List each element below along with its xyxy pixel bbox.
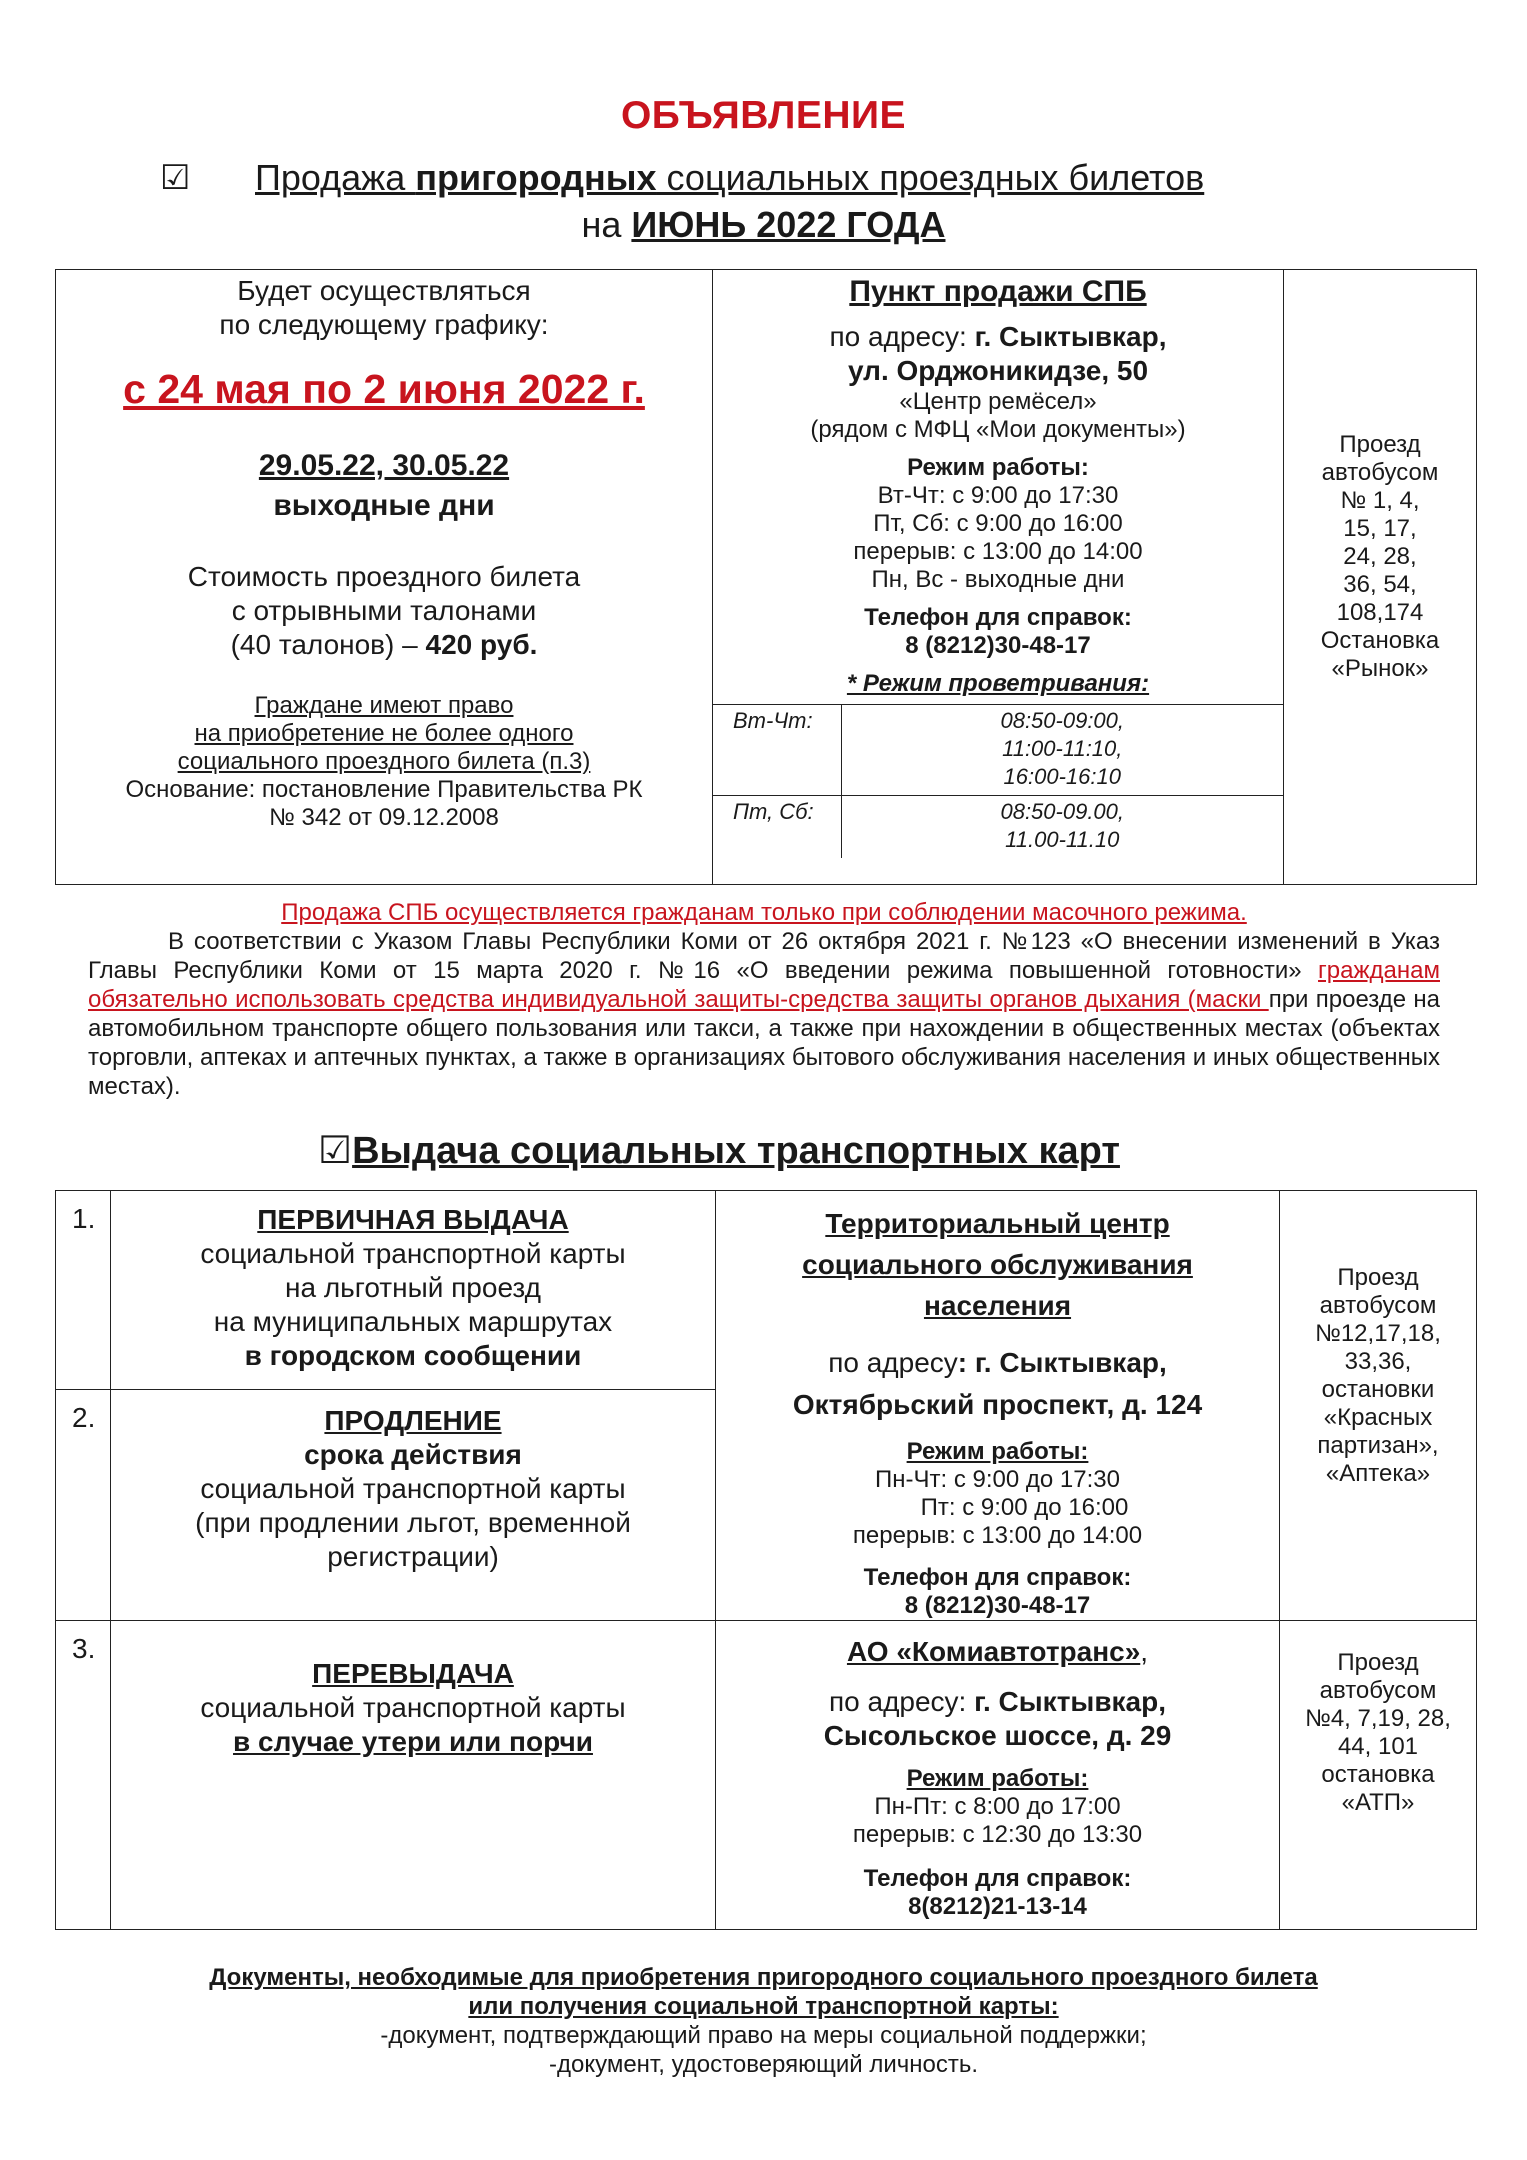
- center-hours-line: Пт: с 9:00 до 16:00: [920, 1494, 1129, 1521]
- price-line-1: Стоимость проездного билета: [187, 561, 581, 592]
- ventilation-times: [841, 705, 1283, 796]
- schedule-intro-1: Будет осуществляться: [237, 275, 531, 306]
- spb-sale-table: [55, 269, 1477, 885]
- first-issue-title: ПЕРВИЧНАЯ ВЫДАЧА: [257, 1204, 569, 1235]
- first-issue-line: на муниципальных маршрутах: [213, 1306, 613, 1337]
- ventilation-days: Пт, Сб:: [713, 796, 841, 859]
- hours-title: Режим работы:: [907, 454, 1089, 481]
- bus-line: автобусом: [1319, 1677, 1437, 1704]
- document-item: -документ, удостоверяющий личность.: [548, 2051, 979, 2078]
- hours-line-1: Вт-Чт: с 9:00 до 17:30: [877, 482, 1119, 509]
- ao-title: [716, 1635, 1279, 1669]
- transport-cards-table: [55, 1190, 1477, 1930]
- extension-cell: [111, 1389, 716, 1620]
- reissue-line: в случае утери или порчи: [233, 1726, 593, 1757]
- price-line-3: [56, 628, 712, 662]
- center-addr-city: : г. Сыктывкар,: [957, 1347, 1167, 1378]
- reissue-title: ПЕРЕВЫДАЧА: [312, 1658, 514, 1689]
- ventilation-row: [713, 796, 1283, 859]
- ao-addr-pre: по адресу:: [828, 1686, 975, 1717]
- subtitle-pre: Продажа: [255, 157, 416, 198]
- social-center-cell: [716, 1191, 1280, 1621]
- center-title-line: населения: [923, 1290, 1072, 1321]
- price-pre: (40 талонов) –: [230, 629, 426, 660]
- row-number: 3.: [56, 1621, 111, 1930]
- row-number: 1.: [56, 1191, 111, 1390]
- subtitle2-pre: на: [581, 204, 632, 245]
- bus-line: остановки: [1321, 1375, 1435, 1403]
- ventilation-times: [841, 796, 1283, 859]
- ao-address-city: [716, 1685, 1279, 1719]
- table-row: [56, 1621, 1477, 1930]
- row-number: 2.: [56, 1389, 111, 1620]
- bus-line: «АТП»: [1341, 1789, 1415, 1816]
- bus-line: 33,36,: [1344, 1347, 1412, 1375]
- bus-line: 24, 28,: [1343, 543, 1417, 570]
- checkbox-icon: ☑: [160, 159, 191, 197]
- mask-notice: [88, 898, 1440, 1101]
- documents-title-2: или получения социальной транспортной карты:: [468, 1993, 1059, 2020]
- ventilation-table: [713, 704, 1283, 858]
- hours-line-4: Пн, Вс - выходные дни: [871, 566, 1125, 593]
- bus-line: остановка: [1321, 1761, 1435, 1788]
- documents-title-1: Документы, необходимые для приобретения пригородного социального проездного билета: [209, 1964, 1318, 1991]
- subtitle-bold: пригородных: [415, 157, 657, 198]
- ao-addr-city: г. Сыктывкар,: [974, 1686, 1166, 1717]
- document-item: -документ, подтверждающий право на меры социальной поддержки;: [380, 2022, 1147, 2049]
- ao-hours-line: перерыв: с 12:30 до 13:30: [852, 1821, 1143, 1848]
- center-addr-pre: по адресу: [828, 1347, 958, 1378]
- bus-line: Проезд: [1337, 1649, 1419, 1676]
- komiavtotrans-cell: [716, 1621, 1280, 1930]
- sale-point-place: «Центр ремёсел»: [899, 388, 1097, 415]
- sale-point-cell: [713, 270, 1284, 885]
- extension-line: (при продлении льгот, временной: [195, 1506, 631, 1538]
- mask-notice-body: [88, 927, 1440, 1101]
- bus-line: автобусом: [1321, 459, 1439, 486]
- addr-pre: по адресу:: [829, 321, 975, 352]
- schedule-intro-2: по следующему графику:: [219, 309, 549, 340]
- hours-line-3: перерыв: с 13:00 до 14:00: [853, 538, 1143, 565]
- addr-city: г. Сыктывкар,: [974, 321, 1167, 352]
- rights-line-2: на приобретение не более одного: [194, 720, 574, 747]
- subtitle-post: социальных проездных билетов: [656, 157, 1205, 198]
- extension-line: регистрации): [327, 1540, 499, 1572]
- mask-notice-text-2: при проезде на автомобильном транспорте общего пользования или такси, а также при нахождении в общественных местах (объектах торговли, аптеках и аптечных пунктах, а также в организациях бытового обслуживания населения и иных общественных местах).: [88, 986, 1440, 1100]
- ao-title-comma: ,: [1140, 1636, 1149, 1667]
- bus-line: «Аптека»: [1325, 1459, 1431, 1487]
- ao-phone-title: Телефон для справок:: [863, 1865, 1132, 1892]
- sale-point-address-city: [713, 320, 1283, 354]
- ao-title-text: АО «Комиавтотранс»: [846, 1636, 1141, 1667]
- bus-line: 15, 17,: [1343, 515, 1417, 542]
- mask-notice-text-1: В соответствии с Указом Главы Республики Коми от 26 октября 2021 г. №123 «О внесении изменений в Указ Главы Республики Коми от 15 марта 2020 г. №16 «О введении режима повышенной готовности»: [88, 928, 1440, 984]
- extension-line: социальной транспортной карты: [200, 1472, 626, 1504]
- bus-line: Проезд: [1337, 1263, 1419, 1291]
- ventilation-time: 11.00-11.10: [1005, 827, 1120, 852]
- ventilation-title: * Режим проветривания:: [846, 670, 1150, 697]
- price-value: 420 руб.: [425, 629, 538, 660]
- bus-line: партизан»,: [1317, 1431, 1439, 1459]
- bus-line: 108,174: [1336, 599, 1424, 626]
- reissue-line: социальной транспортной карты: [200, 1692, 626, 1723]
- extension-title: ПРОДЛЕНИЕ: [324, 1404, 502, 1436]
- bus-line: автобусом: [1319, 1291, 1437, 1319]
- basis-line-1: Основание: постановление Правительства РК: [125, 776, 643, 803]
- phone-title: Телефон для справок:: [864, 604, 1132, 631]
- first-issue-line: социальной транспортной карты: [200, 1238, 626, 1269]
- extension-line: срока действия: [304, 1438, 522, 1470]
- ao-hours-line: Пн-Пт: с 8:00 до 17:00: [874, 1793, 1121, 1820]
- table-row: [56, 1191, 1477, 1390]
- hours-line-2: Пт, Сб: с 9:00 до 16:00: [873, 510, 1123, 537]
- sale-point-title: Пункт продажи СПБ: [849, 275, 1147, 308]
- required-documents: [0, 1963, 1527, 2079]
- bus-line: 44, 101: [1337, 1733, 1419, 1760]
- section-2-title: [318, 1128, 1278, 1173]
- ao-bus-cell: [1280, 1621, 1477, 1930]
- rights-line-3: социального проездного билета (п.3): [177, 748, 591, 775]
- mask-notice-red-line: Продажа СПБ осуществляется гражданам только при соблюдении масочного режима.: [281, 899, 1247, 926]
- sale-period: с 24 мая по 2 июня 2022 г.: [123, 366, 645, 412]
- bus-line: № 1, 4,: [1340, 487, 1420, 514]
- bus-line: Остановка: [1320, 627, 1440, 654]
- center-hours-line: перерыв: с 13:00 до 14:00: [852, 1522, 1143, 1549]
- center-hours-title: Режим работы:: [906, 1438, 1089, 1465]
- ventilation-time: 08:50-09.00,: [1000, 799, 1125, 824]
- first-issue-line: в городском сообщении: [244, 1340, 582, 1371]
- ventilation-row: [713, 705, 1283, 796]
- section-2-title-text: Выдача социальных транспортных карт: [352, 1130, 1120, 1172]
- center-address-city: [716, 1342, 1279, 1384]
- bus-line: №12,17,18,: [1315, 1319, 1441, 1347]
- page-title: ОБЪЯВЛЕНИЕ: [620, 94, 907, 137]
- phone-number: 8 (8212)30-48-17: [905, 632, 1091, 659]
- ventilation-time: 16:00-16:10: [1003, 764, 1121, 789]
- reissue-cell: [111, 1621, 716, 1930]
- center-address-street: Октябрьский проспект, д. 124: [792, 1389, 1203, 1420]
- bus-line: №4, 7,19, 28,: [1305, 1705, 1451, 1732]
- ao-phone: 8(8212)21-13-14: [908, 1893, 1087, 1920]
- center-phone: 8 (8212)30-48-17: [904, 1592, 1091, 1619]
- center-title-line: Территориальный центр: [825, 1208, 1170, 1239]
- bus-line: Проезд: [1339, 431, 1421, 458]
- checkbox-icon: ☑: [318, 1130, 353, 1172]
- mask-notice-red-text: гражданам обязательно использовать средства индивидуальной защиты-средства защиты органов дыхания (маски: [88, 957, 1440, 1013]
- price-line-2: с отрывными талонами: [231, 595, 537, 626]
- bus-line: «Рынок»: [1331, 655, 1429, 682]
- center-title-line: социального обслуживания: [802, 1249, 1193, 1280]
- ventilation-days: Вт-Чт:: [713, 705, 841, 796]
- basis-line-2: № 342 от 09.12.2008: [269, 804, 499, 831]
- bus-route-cell: [1284, 270, 1477, 885]
- bus-line: 36, 54,: [1343, 571, 1417, 598]
- subtitle-line-2: [0, 204, 1527, 246]
- ao-address-street: Сысольское шоссе, д. 29: [823, 1720, 1172, 1751]
- center-bus-cell: [1280, 1191, 1477, 1621]
- ao-hours-title: Режим работы:: [906, 1765, 1089, 1792]
- first-issue-line: на льготный проезд: [285, 1272, 541, 1303]
- center-hours-line: Пн-Чт: с 9:00 до 17:30: [875, 1466, 1120, 1493]
- ventilation-time: 08:50-09:00,: [1000, 708, 1125, 733]
- sale-point-near: (рядом с МФЦ «Мои документы»): [810, 416, 1186, 443]
- subtitle2-month: ИЮНЬ 2022 ГОДА: [631, 204, 946, 245]
- rights-line-1: Граждане имеют право: [254, 692, 514, 719]
- first-issue-cell: [111, 1191, 716, 1390]
- schedule-cell: [56, 270, 713, 885]
- sale-point-address-street: ул. Орджоникидзе, 50: [847, 355, 1149, 386]
- weekend-dates: 29.05.22, 30.05.22: [258, 449, 510, 482]
- center-phone-title: Телефон для справок:: [863, 1564, 1132, 1591]
- weekend-label: выходные дни: [273, 489, 495, 522]
- ventilation-time: 11:00-11:10,: [1002, 736, 1123, 761]
- bus-line: «Красных: [1323, 1403, 1433, 1431]
- mask-notice-headline: [88, 898, 1440, 927]
- subtitle-text: [255, 156, 1204, 200]
